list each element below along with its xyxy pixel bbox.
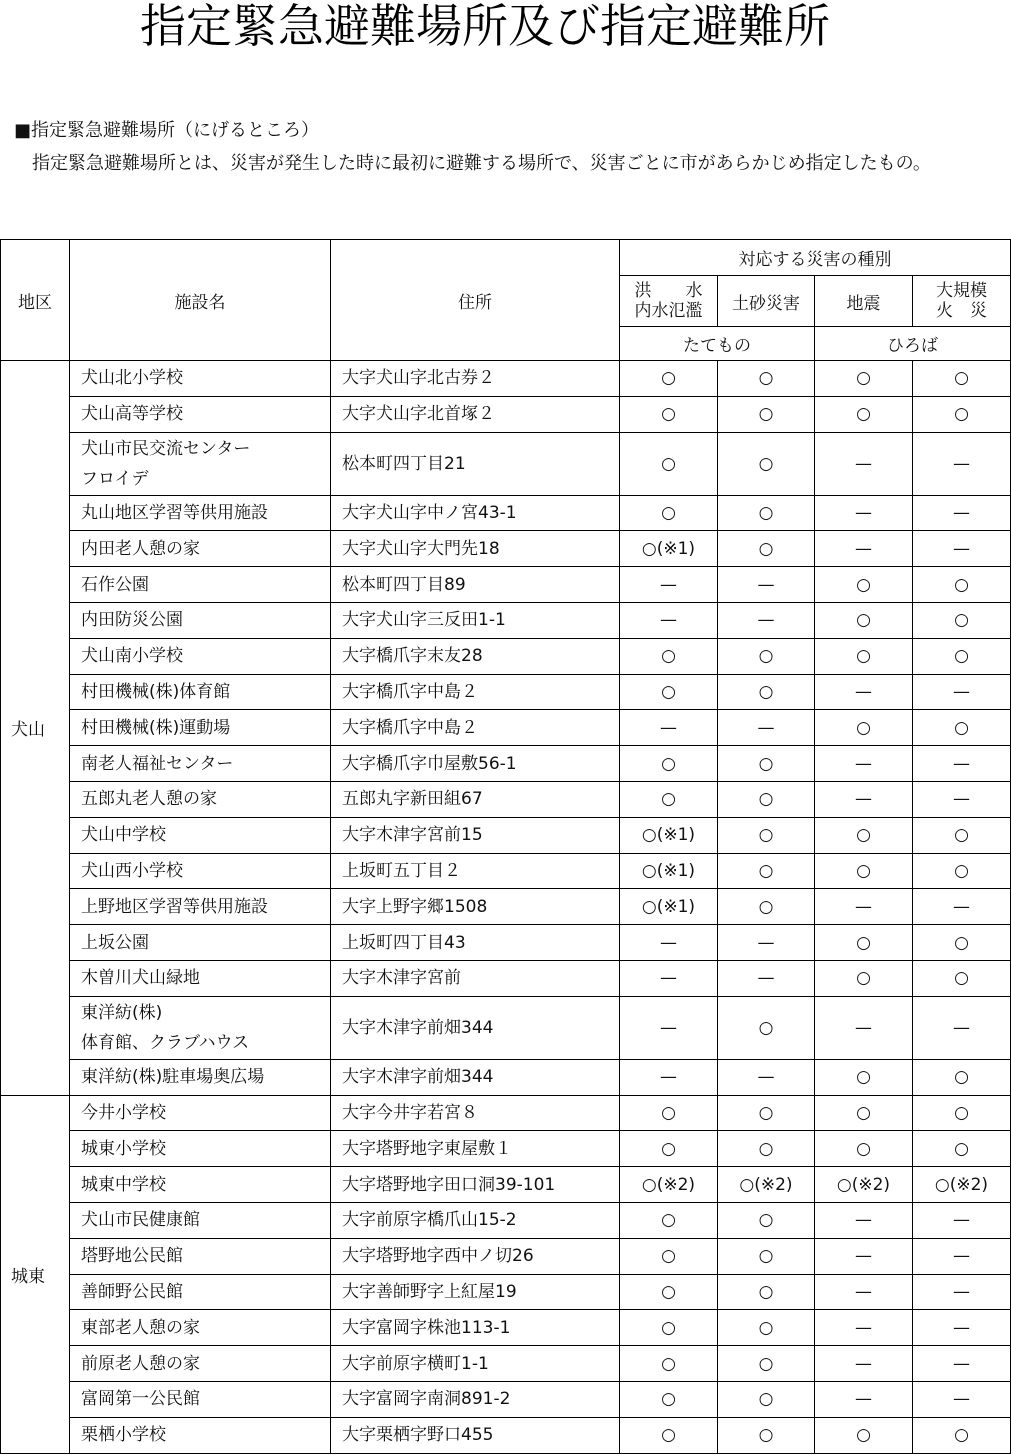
table-row bbox=[1, 638, 1011, 674]
earthquake-mark: — bbox=[815, 996, 913, 1059]
table-row bbox=[1, 495, 1011, 531]
table-row bbox=[1, 1310, 1011, 1346]
flood-mark: ○ bbox=[620, 361, 718, 397]
facility-name: 丸山地区学習等供用施設 bbox=[81, 502, 268, 523]
flood-mark: ○ bbox=[620, 1310, 718, 1346]
table-row bbox=[1, 853, 1011, 889]
landslide-mark: ○ bbox=[718, 817, 815, 853]
fire-header-line1: 大規模 bbox=[936, 281, 987, 301]
earthquake-mark: ○ bbox=[815, 853, 913, 889]
address-cell: 大字富岡字株池113-1 bbox=[331, 1310, 620, 1346]
flood-mark: ○ bbox=[620, 432, 718, 495]
open-space-header: ひろば bbox=[815, 327, 1011, 361]
facility-name: 前原老人憩の家 bbox=[81, 1353, 200, 1374]
earthquake-mark: ○ bbox=[815, 925, 913, 961]
table-row bbox=[1, 1274, 1011, 1310]
flood-mark: ○ bbox=[620, 1381, 718, 1417]
address-cell: 大字犬山字大門先18 bbox=[331, 531, 620, 567]
address-cell: 大字橋爪字中島２ bbox=[331, 674, 620, 710]
address-cell: 大字塔野地字東屋敷１ bbox=[331, 1131, 620, 1167]
fire-mark: — bbox=[913, 1202, 1011, 1238]
table-row bbox=[1, 1381, 1011, 1417]
flood-mark: ○(※1) bbox=[620, 889, 718, 925]
fire-mark: — bbox=[913, 432, 1011, 495]
table-row bbox=[1, 817, 1011, 853]
address-cell: 大字橋爪字巾屋敷56-1 bbox=[331, 746, 620, 782]
landslide-mark: ○ bbox=[718, 1346, 815, 1382]
facility-name: 上坂公園 bbox=[81, 932, 149, 953]
facility-name: 犬山南小学校 bbox=[81, 646, 183, 667]
facility-name-cell bbox=[70, 1131, 331, 1167]
facility-name-cell bbox=[70, 710, 331, 746]
landslide-mark: ○ bbox=[718, 361, 815, 397]
fire-mark: — bbox=[913, 1381, 1011, 1417]
fire-mark: ○(※2) bbox=[913, 1167, 1011, 1203]
flood-mark: ○ bbox=[620, 781, 718, 817]
earthquake-mark: — bbox=[815, 495, 913, 531]
facility-name-cell bbox=[70, 817, 331, 853]
landslide-mark: ○ bbox=[718, 996, 815, 1059]
address-cell: 大字木津字宮前15 bbox=[331, 817, 620, 853]
landslide-mark: — bbox=[718, 710, 815, 746]
facility-name-cell bbox=[70, 602, 331, 638]
facility-name-cell bbox=[70, 1346, 331, 1382]
address-cell: 大字前原字横町1-1 bbox=[331, 1346, 620, 1382]
landslide-mark: ○ bbox=[718, 1238, 815, 1274]
flood-mark: ○ bbox=[620, 1131, 718, 1167]
district-cell: 城東 bbox=[1, 1095, 70, 1453]
earthquake-mark: ○ bbox=[815, 602, 913, 638]
fire-mark: ○ bbox=[913, 1131, 1011, 1167]
address-header: 住所 bbox=[331, 240, 620, 361]
flood-mark: ○ bbox=[620, 674, 718, 710]
address-cell: 上坂町五丁目２ bbox=[331, 853, 620, 889]
earthquake-header: 地震 bbox=[815, 276, 913, 327]
address-cell: 松本町四丁目21 bbox=[331, 432, 620, 495]
flood-mark: ○ bbox=[620, 746, 718, 782]
table-row bbox=[1, 781, 1011, 817]
address-cell: 大字犬山字北古券２ bbox=[331, 361, 620, 397]
facility-name-cell bbox=[70, 1417, 331, 1453]
flood-mark: — bbox=[620, 602, 718, 638]
fire-mark: ○ bbox=[913, 361, 1011, 397]
address-cell: 大字橋爪字末友28 bbox=[331, 638, 620, 674]
fire-mark: ○ bbox=[913, 853, 1011, 889]
earthquake-mark: ○ bbox=[815, 1131, 913, 1167]
flood-mark: ○(※2) bbox=[620, 1167, 718, 1203]
flood-mark: ○ bbox=[620, 396, 718, 432]
landslide-mark: ○ bbox=[718, 674, 815, 710]
facility-name: 今井小学校 bbox=[81, 1102, 166, 1123]
table-row bbox=[1, 1346, 1011, 1382]
flood-mark: — bbox=[620, 710, 718, 746]
fire-mark: ○ bbox=[913, 925, 1011, 961]
landslide-mark: ○ bbox=[718, 781, 815, 817]
flood-mark: ○ bbox=[620, 1095, 718, 1131]
fire-mark: ○ bbox=[913, 1059, 1011, 1095]
landslide-mark: ○ bbox=[718, 746, 815, 782]
fire-mark: ○ bbox=[913, 960, 1011, 996]
facility-name: 犬山市民健康館 bbox=[81, 1210, 200, 1231]
landslide-mark: ○ bbox=[718, 889, 815, 925]
fire-mark: ○ bbox=[913, 602, 1011, 638]
landslide-mark: ○ bbox=[718, 1095, 815, 1131]
facility-name-cell bbox=[70, 1274, 331, 1310]
landslide-mark: ○ bbox=[718, 495, 815, 531]
landslide-mark: ○ bbox=[718, 1381, 815, 1417]
landslide-mark: ○ bbox=[718, 396, 815, 432]
earthquake-mark: — bbox=[815, 1346, 913, 1382]
address-cell: 大字塔野地字西中ノ切26 bbox=[331, 1238, 620, 1274]
flood-mark: — bbox=[620, 960, 718, 996]
earthquake-mark: ○ bbox=[815, 710, 913, 746]
facility-name-cell bbox=[70, 396, 331, 432]
fire-mark: ○ bbox=[913, 1417, 1011, 1453]
fire-mark: — bbox=[913, 1310, 1011, 1346]
earthquake-mark: ○ bbox=[815, 638, 913, 674]
earthquake-mark: ○ bbox=[815, 361, 913, 397]
fire-mark: ○ bbox=[913, 638, 1011, 674]
fire-header bbox=[913, 276, 1011, 327]
facility-name-cell bbox=[70, 1238, 331, 1274]
landslide-mark: — bbox=[718, 925, 815, 961]
address-cell: 大字富岡字南洞891-2 bbox=[331, 1381, 620, 1417]
landslide-mark: ○ bbox=[718, 531, 815, 567]
address-cell: 大字木津字前畑344 bbox=[331, 996, 620, 1059]
facility-header: 施設名 bbox=[70, 240, 331, 361]
landslide-mark: — bbox=[718, 1059, 815, 1095]
flood-mark: ○ bbox=[620, 1346, 718, 1382]
flood-mark: ○ bbox=[620, 1202, 718, 1238]
facility-name: 城東中学校 bbox=[81, 1174, 166, 1195]
earthquake-mark: — bbox=[815, 889, 913, 925]
facility-name: 犬山市民交流センター bbox=[81, 438, 251, 459]
facility-name: 城東小学校 bbox=[81, 1138, 166, 1159]
facility-name: 石作公園 bbox=[81, 574, 149, 595]
flood-mark: — bbox=[620, 567, 718, 603]
facility-name-cell bbox=[70, 853, 331, 889]
facility-name-cell bbox=[70, 638, 331, 674]
facility-name: 東洋紡(株)駐車場奥広場 bbox=[81, 1067, 265, 1088]
landslide-mark: — bbox=[718, 567, 815, 603]
address-cell: 五郎丸字新田組67 bbox=[331, 781, 620, 817]
landslide-mark: ○ bbox=[718, 1202, 815, 1238]
building-header: たてもの bbox=[620, 327, 815, 361]
flood-mark: ○ bbox=[620, 1238, 718, 1274]
landslide-mark: — bbox=[718, 960, 815, 996]
facility-name: 東部老人憩の家 bbox=[81, 1317, 200, 1338]
district-cell: 犬山 bbox=[1, 361, 70, 1096]
address-cell: 大字上野字郷1508 bbox=[331, 889, 620, 925]
facility-name-cell bbox=[70, 925, 331, 961]
earthquake-mark: — bbox=[815, 1274, 913, 1310]
flood-header-line2: 内水氾濫 bbox=[634, 301, 703, 321]
address-cell: 大字木津字前畑344 bbox=[331, 1059, 620, 1095]
shelter-table bbox=[0, 239, 1011, 1454]
address-cell: 大字善師野字上紅屋19 bbox=[331, 1274, 620, 1310]
table-row bbox=[1, 1202, 1011, 1238]
facility-name: 犬山高等学校 bbox=[81, 404, 183, 425]
earthquake-mark: ○ bbox=[815, 567, 913, 603]
flood-header bbox=[620, 276, 718, 327]
flood-mark: — bbox=[620, 1059, 718, 1095]
facility-name: 内田老人憩の家 bbox=[81, 538, 200, 559]
flood-mark: ○ bbox=[620, 638, 718, 674]
earthquake-mark: — bbox=[815, 1381, 913, 1417]
facility-name-line2: フロイデ bbox=[81, 468, 149, 489]
facility-name-cell bbox=[70, 432, 331, 495]
landslide-mark: ○ bbox=[718, 853, 815, 889]
fire-mark: — bbox=[913, 531, 1011, 567]
landslide-mark: ○ bbox=[718, 1417, 815, 1453]
flood-mark: ○(※1) bbox=[620, 531, 718, 567]
table-row bbox=[1, 1417, 1011, 1453]
facility-name-cell bbox=[70, 746, 331, 782]
flood-header-line1: 洪 水 bbox=[634, 281, 703, 301]
facility-name-cell bbox=[70, 495, 331, 531]
facility-name-cell bbox=[70, 1381, 331, 1417]
facility-name: 塔野地公民館 bbox=[81, 1246, 183, 1267]
earthquake-mark: ○(※2) bbox=[815, 1167, 913, 1203]
table-row bbox=[1, 602, 1011, 638]
facility-name-cell bbox=[70, 1202, 331, 1238]
earthquake-mark: — bbox=[815, 1238, 913, 1274]
table-row bbox=[1, 674, 1011, 710]
facility-name-cell bbox=[70, 996, 331, 1059]
landslide-mark: ○ bbox=[718, 432, 815, 495]
fire-mark: — bbox=[913, 674, 1011, 710]
earthquake-mark: — bbox=[815, 1202, 913, 1238]
flood-mark: ○(※1) bbox=[620, 817, 718, 853]
table-row bbox=[1, 710, 1011, 746]
landslide-mark: — bbox=[718, 602, 815, 638]
address-cell: 大字前原字橋爪山15-2 bbox=[331, 1202, 620, 1238]
table-row bbox=[1, 567, 1011, 603]
fire-mark: ○ bbox=[913, 396, 1011, 432]
address-cell: 大字塔野地字田口洞39-101 bbox=[331, 1167, 620, 1203]
page-title: 指定緊急避難場所及び指定避難所 bbox=[140, 0, 830, 53]
table-row bbox=[1, 432, 1011, 495]
facility-name-cell bbox=[70, 781, 331, 817]
table-row bbox=[1, 531, 1011, 567]
address-cell: 大字栗栖字野口455 bbox=[331, 1417, 620, 1453]
disaster-type-header: 対応する災害の種別 bbox=[620, 240, 1011, 276]
table-row bbox=[1, 746, 1011, 782]
address-cell: 大字犬山字三反田1-1 bbox=[331, 602, 620, 638]
fire-mark: — bbox=[913, 781, 1011, 817]
facility-name: 村田機械(株)体育館 bbox=[81, 681, 231, 702]
landslide-mark: ○ bbox=[718, 1131, 815, 1167]
fire-mark: — bbox=[913, 495, 1011, 531]
earthquake-mark: ○ bbox=[815, 396, 913, 432]
table-row bbox=[1, 1238, 1011, 1274]
facility-name-cell bbox=[70, 960, 331, 996]
facility-name: 栗栖小学校 bbox=[81, 1425, 166, 1446]
facility-name-cell bbox=[70, 1095, 331, 1131]
flood-mark: ○(※1) bbox=[620, 853, 718, 889]
table-row bbox=[1, 996, 1011, 1059]
facility-name: 南老人福祉センター bbox=[81, 753, 234, 774]
fire-mark: — bbox=[913, 1274, 1011, 1310]
facility-name: 村田機械(株)運動場 bbox=[81, 717, 231, 738]
table-row bbox=[1, 960, 1011, 996]
fire-mark: — bbox=[913, 996, 1011, 1059]
table-row bbox=[1, 889, 1011, 925]
facility-name: 五郎丸老人憩の家 bbox=[81, 789, 217, 810]
facility-name: 善師野公民館 bbox=[81, 1281, 183, 1302]
earthquake-mark: — bbox=[815, 746, 913, 782]
fire-mark: — bbox=[913, 746, 1011, 782]
landslide-mark: ○(※2) bbox=[718, 1167, 815, 1203]
flood-mark: ○ bbox=[620, 1417, 718, 1453]
table-row bbox=[1, 1167, 1011, 1203]
fire-mark: — bbox=[913, 1346, 1011, 1382]
address-cell: 大字犬山字中ノ宮43-1 bbox=[331, 495, 620, 531]
fire-mark: ○ bbox=[913, 817, 1011, 853]
landslide-header: 土砂災害 bbox=[718, 276, 815, 327]
flood-mark: — bbox=[620, 996, 718, 1059]
facility-name-cell bbox=[70, 531, 331, 567]
table-row bbox=[1, 925, 1011, 961]
address-cell: 大字橋爪字中島２ bbox=[331, 710, 620, 746]
earthquake-mark: ○ bbox=[815, 817, 913, 853]
facility-name: 犬山西小学校 bbox=[81, 860, 183, 881]
earthquake-mark: ○ bbox=[815, 1417, 913, 1453]
facility-name: 東洋紡(株) bbox=[81, 1002, 163, 1023]
earthquake-mark: ○ bbox=[815, 1059, 913, 1095]
landslide-mark: ○ bbox=[718, 1274, 815, 1310]
facility-name: 木曽川犬山緑地 bbox=[81, 968, 200, 989]
fire-header-line2: 火 災 bbox=[936, 301, 987, 321]
table-row bbox=[1, 361, 1011, 397]
facility-name-cell bbox=[70, 567, 331, 603]
fire-mark: ○ bbox=[913, 710, 1011, 746]
table-row bbox=[1, 1131, 1011, 1167]
earthquake-mark: — bbox=[815, 531, 913, 567]
facility-name-cell bbox=[70, 889, 331, 925]
district-header: 地区 bbox=[1, 240, 70, 361]
earthquake-mark: — bbox=[815, 432, 913, 495]
earthquake-mark: — bbox=[815, 674, 913, 710]
facility-name: 犬山中学校 bbox=[81, 825, 166, 846]
section-heading: ■指定緊急避難場所（にげるところ） bbox=[14, 120, 320, 141]
landslide-mark: ○ bbox=[718, 638, 815, 674]
facility-name: 富岡第一公民館 bbox=[81, 1389, 200, 1410]
table-row bbox=[1, 396, 1011, 432]
address-cell: 大字今井字若宮８ bbox=[331, 1095, 620, 1131]
address-cell: 大字木津字宮前 bbox=[331, 960, 620, 996]
address-cell: 上坂町四丁目43 bbox=[331, 925, 620, 961]
facility-name-cell bbox=[70, 1167, 331, 1203]
flood-mark: — bbox=[620, 925, 718, 961]
table-row bbox=[1, 1059, 1011, 1095]
facility-name-cell bbox=[70, 674, 331, 710]
table-row bbox=[1, 1095, 1011, 1131]
facility-name: 犬山北小学校 bbox=[81, 368, 183, 389]
address-cell: 大字犬山字北首塚２ bbox=[331, 396, 620, 432]
earthquake-mark: — bbox=[815, 1310, 913, 1346]
facility-name-cell bbox=[70, 1059, 331, 1095]
earthquake-mark: ○ bbox=[815, 960, 913, 996]
facility-name: 上野地区学習等供用施設 bbox=[81, 896, 268, 917]
fire-mark: ○ bbox=[913, 1095, 1011, 1131]
fire-mark: — bbox=[913, 1238, 1011, 1274]
fire-mark: ○ bbox=[913, 567, 1011, 603]
flood-mark: ○ bbox=[620, 1274, 718, 1310]
earthquake-mark: — bbox=[815, 781, 913, 817]
facility-name: 内田防災公園 bbox=[81, 610, 183, 631]
landslide-mark: ○ bbox=[718, 1310, 815, 1346]
address-cell: 松本町四丁目89 bbox=[331, 567, 620, 603]
flood-mark: ○ bbox=[620, 495, 718, 531]
facility-name-line2: 体育館、クラブハウス bbox=[81, 1032, 250, 1053]
facility-name-cell bbox=[70, 1310, 331, 1346]
section-description: 指定緊急避難場所とは、災害が発生した時に最初に避難する場所で、災害ごとに市があらかじめ指定したもの。 bbox=[32, 153, 931, 174]
earthquake-mark: ○ bbox=[815, 1095, 913, 1131]
fire-mark: — bbox=[913, 889, 1011, 925]
facility-name-cell bbox=[70, 361, 331, 397]
